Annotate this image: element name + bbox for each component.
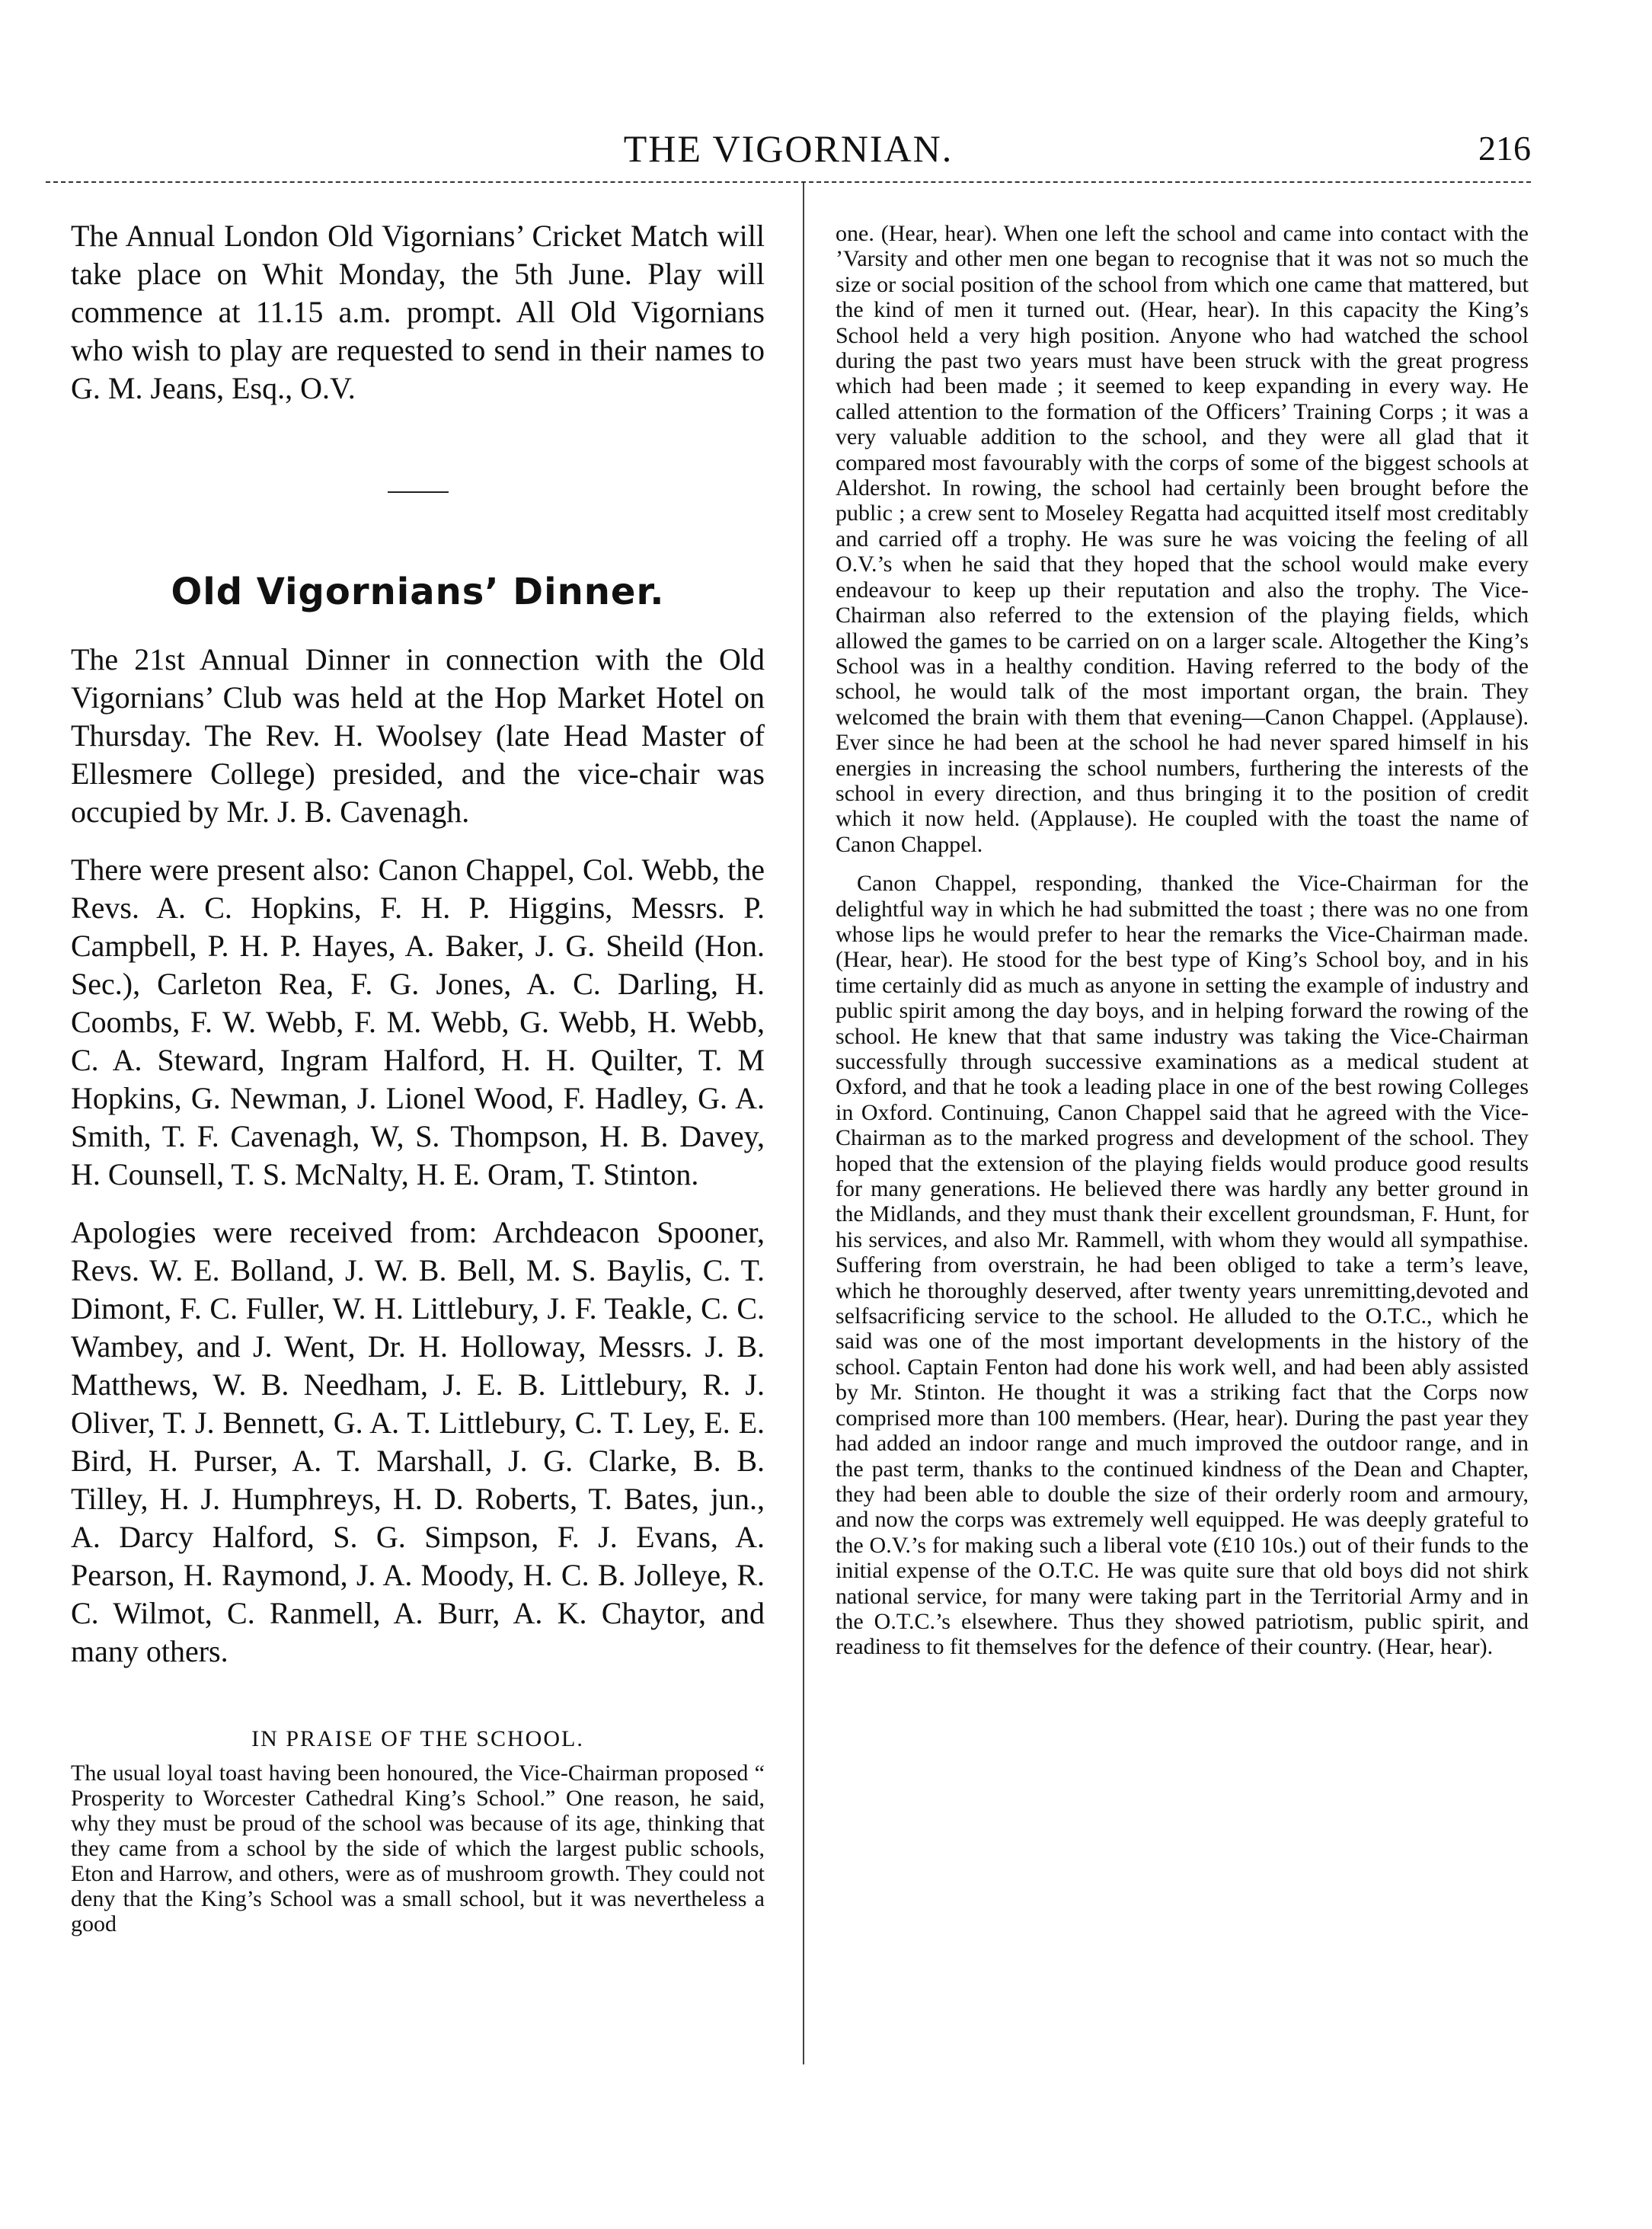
subsection-title: IN PRAISE OF THE SCHOOL. xyxy=(251,1726,584,1751)
page-number: 216 xyxy=(1478,129,1531,168)
praise-paragraph: The usual loyal toast having been honoured, the Vice-Chairman proposed “ Prosperity to Worcester Cathedral King’s School.” One reason, he said, why they must be proud of the school was because of its age, thinking that they came from a school by the side of which the largest public schools, Eton and Harrow, and others, were as of mushroom growth. They could not deny that the King’s School was a small school, but it was nevertheless a good xyxy=(71,1760,765,1936)
section-title: Old Vigornians’ Dinner. xyxy=(171,571,665,613)
dinner-intro-paragraph: The 21st Annual Dinner in connection with the Old Vigornians’ Club was held at the Hop Market Hotel on Thursday. The Rev. H. Woolsey (late Head Master of Ellesmere College) presided, and the vice-chair was occupied by Mr. J. B. Cavenagh. xyxy=(71,642,765,829)
column-divider xyxy=(803,183,804,2064)
left-column xyxy=(71,217,765,1956)
toast-continuation-paragraph: one. (Hear, hear). When one left the school and came into contact with the ’Varsity and other men one began to recognise that it was not so much the size or social position of the school from which one came that mattered, but the kind of men it turned out. (Hear, hear). In this capacity the King’s School held a very high position. Anyone who had watched the school during the past two years must have been struck with the great progress which had been made ; it seemed to keep expanding in every way. He called attention to the formation of the Officers’ Training Corps ; it was a very valuable addition to the school, and they were all glad that it compared most favourably with the corps of some of the biggest schools at Aldershot. In rowing, the school had certainly been brought before the public ; a crew sent to Moseley Regatta had acquitted itself most creditably and carried off a trophy. He was sure he was voicing the feeling of all O.V.’s when he said that they hoped that the school would make every endeavour to keep up their reputation and also the trophy. The Vice-Chairman also referred to the extension of the playing fields, which allowed the games to be carried on on a larger scale. Altogether the King’s School was in a healthy condition. Having referred to the body of the school, he would talk of the most important organ, the brain. They welcomed the brain with them that evening—Canon Chappel. (Applause). Ever since he had been at the school he had never spared himself in his energies in increasing the school numbers, furthering the interests of the school in every direction, and thus bringing it to the position of credit which it now held. (Applause). He coupled with the toast the name of Canon Chappel. xyxy=(836,221,1529,857)
page-title: THE VIGORNIAN. xyxy=(623,127,954,170)
page-header xyxy=(46,122,1531,175)
apologies-paragraph: Apologies were received from: Archdeacon Spooner, Revs. W. E. Bolland, J. W. B. Bell, M. S. Baylis, C. T. Dimont, F. C. Fuller, W. H. Littlebury, J. F. Teakle, C. C. Wambey, and J. Went, Dr. H. Holloway, Messrs. J. B. Matthews, W. B. Needham, J. E. B. Littlebury, R. J. Oliver, T. J. Bennett, G. A. T. Littlebury, C. T. Ley, E. E. Bird, H. Purser, A. T. Marshall, J. G. Clarke, B. B. Tilley, H. J. Humphreys, H. D. Roberts, T. Bates, jun., A. Darcy Halford, S. G. Simpson, F. J. Evans, A. Pearson, H. Raymond, J. A. Moody, H. C. B. Jolleye, R. C. Wilmot, C. Ranmell, A. Burr, A. K. Chaytor, and many others. xyxy=(71,1215,765,1668)
header-divider xyxy=(46,181,1531,183)
section-separator xyxy=(388,491,449,493)
right-column xyxy=(836,221,1529,1674)
canon-response-paragraph: Canon Chappel, responding, thanked the Vice-Chairman for the delightful way in which he had submitted the toast ; there was no one from whose lips he would prefer to hear the remarks the Vice-Chairman made. (Hear, hear). He stood for the best type of King’s School boy, and in his time certainly did as much as anyone in setting the example of industry and public spirit among the day boys, and in helping forward the rowing of the school. He knew that that same industry was taking the Vice-Chairman successfully through successive examinations as a medical student at Oxford, and that he took a leading place in one of the best rowing Colleges in Oxford. Continuing, Canon Chappel said that he agreed with the Vice-Chairman as to the marked progress and development of the school. They hoped that the extension of the playing fields would produce good results for many generations. He believed there was hardly any better ground in the Midlands, and they must thank their excellent groundsman, F. Hunt, for his services, and also Mr. Rammell, with whom they would all sympathise. Suffering from overstrain, he had been obliged to take a term’s leave, which he thoroughly deserved, after twenty years unremitting,devoted and selfsacrificing service to the school. He alluded to the O.T.C., which he said was one of the most important developments in the history of the school. Captain Fenton had done his work well, and had been ably assisted by Mr. Stinton. He thought it was a striking fact that the Corps now comprised more than 100 members. (Hear, hear). During the past year they had added an indoor range and much improved the outdoor range, and in the past term, thanks to the continued kindness of the Dean and Chapter, they had been able to double the size of their orderly room and armoury, and now the corps was extremely well equipped. He was deeply grateful to the O.V.’s for making such a liberal vote (£10 10s.) out of their funds to the initial expense of the O.T.C. He was quite sure that old boys did not shirk national service, for many were taking part in the Territorial Army and in the O.T.C.’s elsewhere. Thus they showed patriotism, public spirit, and readiness to fit themselves for the defence of their country. (Hear, hear). xyxy=(836,871,1529,1660)
cricket-notice: The Annual London Old Vigornians’ Cricket Match will take place on Whit Monday, the 5th June. Play will commence at 11.15 a.m. prompt. All Old Vigornians who wish to play are requested to send in their names to G. M. Jeans, Esq., O.V. xyxy=(71,219,765,405)
attendees-paragraph: There were present also: Canon Chappel, Col. Webb, the Revs. A. C. Hopkins, F. H. P. Higgins, Messrs. P. Campbell, P. H. P. Hayes, A. Baker, J. G. Sheild (Hon. Sec.), Carleton Rea, F. G. Jones, A. C. Darling, H. Coombs, F. W. Webb, F. M. Webb, G. Webb, H. Webb, C. A. Steward, Ingram Halford, H. H. Quilter, T. M Hopkins, G. Newman, J. Lionel Wood, F. Hadley, G. A. Smith, T. F. Cavenagh, W, S. Thompson, H. B. Davey, H. Counsell, T. S. McNalty, H. E. Oram, T. Stinton. xyxy=(71,852,765,1191)
